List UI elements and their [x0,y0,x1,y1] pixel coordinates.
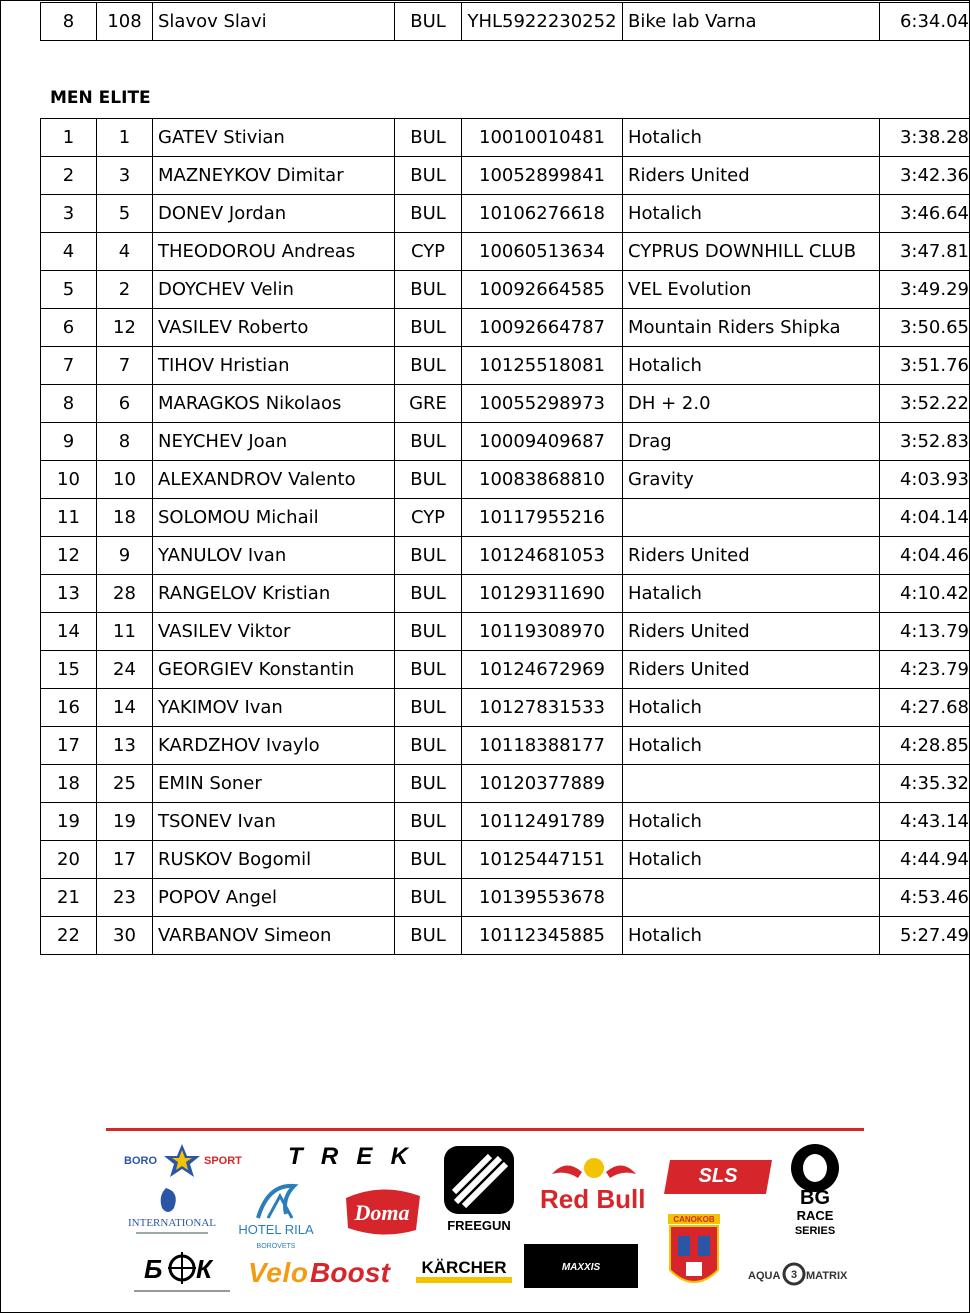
nationality-cell: GRE [395,385,462,423]
uci-id-cell: 10117955216 [462,499,623,537]
nationality-cell: BUL [395,537,462,575]
bib-cell: 12 [97,309,153,347]
time-cell: 3:52.83 [880,423,970,461]
table-row [41,537,970,575]
time-cell: 3:52.22 [880,385,970,423]
svg-text:HOTEL RILA: HOTEL RILA [238,1222,314,1237]
rank-cell: 17 [41,727,97,765]
table-row [41,651,970,689]
svg-text:MAXXIS: MAXXIS [561,1262,601,1273]
rank-cell: 9 [41,423,97,461]
sls-logo [664,1160,772,1199]
uci-id-cell: 10120377889 [462,765,623,803]
time-cell: 4:23.79 [880,651,970,689]
table-row [41,841,970,879]
bib-cell: 19 [97,803,153,841]
table-row [41,499,970,537]
time-cell: 4:43.14 [880,803,970,841]
uci-id-cell: 10092664787 [462,309,623,347]
uci-id-cell: 10119308970 [462,613,623,651]
uci-id-cell: 10124681053 [462,537,623,575]
table-row [41,689,970,727]
rank-cell: 7 [41,347,97,385]
international-logo [126,1186,218,1247]
nationality-cell: BUL [395,613,462,651]
rider-name-cell: VASILEV Viktor [153,613,395,651]
team-cell: Riders United [623,537,880,575]
bg-race-series-logo [784,1142,846,1243]
time-cell: 4:04.46 [880,537,970,575]
rank-cell: 22 [41,917,97,955]
rank-cell: 21 [41,879,97,917]
svg-text:BOROVETS: BOROVETS [256,1243,296,1250]
rider-name-cell: TSONEV Ivan [153,803,395,841]
svg-text:SLS: SLS [698,1165,738,1187]
svg-text:RACE: RACE [796,1208,834,1223]
time-cell: 3:38.28 [880,119,970,157]
table-row [41,461,970,499]
table-row [41,309,970,347]
rider-name-cell: GATEV Stivian [153,119,395,157]
rank-cell: 13 [41,575,97,613]
svg-text:AQUA: AQUA [748,1270,781,1282]
table-row [41,879,970,917]
table-row [41,423,970,461]
svg-text:SPORT: SPORT [204,1155,242,1167]
rider-name-cell: DONEV Jordan [153,195,395,233]
team-cell: Hotalich [623,727,880,765]
bib-cell: 30 [97,917,153,955]
bib-cell: 6 [97,385,153,423]
bib-cell: 1 [97,119,153,157]
uci-id-cell: 10112491789 [462,803,623,841]
rider-name-cell: NEYCHEV Joan [153,423,395,461]
svg-text:Red Bull: Red Bull [540,1184,646,1214]
time-cell: 4:04.14 [880,499,970,537]
bib-cell: 24 [97,651,153,689]
svg-text:Boost: Boost [310,1257,390,1288]
team-cell: Hotalich [623,917,880,955]
svg-text:Doma: Doma [354,1200,410,1225]
table-row [41,613,970,651]
bib-cell: 3 [97,157,153,195]
nationality-cell: BUL [395,651,462,689]
rank-cell: 8 [41,3,97,41]
uci-id-cell: 10092664585 [462,271,623,309]
svg-text:К: К [196,1254,212,1284]
nationality-cell: CYP [395,233,462,271]
table-row [41,803,970,841]
time-cell: 4:35.32 [880,765,970,803]
team-cell: CYPRUS DOWNHILL CLUB [623,233,880,271]
team-cell: Hotalich [623,347,880,385]
freegun-logo [440,1144,520,1239]
uci-id-cell: 10106276618 [462,195,623,233]
nationality-cell: BUL [395,841,462,879]
bfk-logo [134,1248,230,1303]
previous-results-table [40,2,970,41]
svg-text:MATRIX: MATRIX [806,1270,848,1282]
maxxis-logo [524,1244,638,1293]
rank-cell: 19 [41,803,97,841]
doma-logo [342,1186,424,1247]
uci-id-cell: YHL5922230252 [462,3,623,41]
uci-id-cell: 10052899841 [462,157,623,195]
svg-text:BORO: BORO [124,1155,157,1167]
table-row [41,119,970,157]
uci-id-cell: 10139553678 [462,879,623,917]
veloboost-logo [246,1254,392,1295]
rank-cell: 12 [41,537,97,575]
table-row [41,195,970,233]
nationality-cell: BUL [395,765,462,803]
table-row [41,3,970,41]
rider-name-cell: Slavov Slavi [153,3,395,41]
bib-cell: 2 [97,271,153,309]
team-cell: Hotalich [623,119,880,157]
table-row [41,385,970,423]
rider-name-cell: TIHOV Hristian [153,347,395,385]
nationality-cell: BUL [395,727,462,765]
time-cell: 4:53.46 [880,879,970,917]
uci-id-cell: 10118388177 [462,727,623,765]
table-row [41,233,970,271]
uci-id-cell: 10010010481 [462,119,623,157]
team-cell: Riders United [623,157,880,195]
rank-cell: 3 [41,195,97,233]
rank-cell: 11 [41,499,97,537]
uci-id-cell: 10112345885 [462,917,623,955]
bib-cell: 4 [97,233,153,271]
nationality-cell: BUL [395,575,462,613]
nationality-cell: BUL [395,119,462,157]
team-cell: Hotalich [623,803,880,841]
bib-cell: 8 [97,423,153,461]
section-title: MEN ELITE [50,88,151,108]
nationality-cell: BUL [395,917,462,955]
svg-text:BG: BG [800,1187,830,1209]
svg-text:INTERNATIONAL: INTERNATIONAL [128,1217,216,1229]
bib-cell: 14 [97,689,153,727]
nationality-cell: BUL [395,803,462,841]
team-cell [623,879,880,917]
nationality-cell: BUL [395,347,462,385]
bib-cell: 23 [97,879,153,917]
nationality-cell: BUL [395,423,462,461]
rider-name-cell: THEODOROU Andreas [153,233,395,271]
team-cell [623,499,880,537]
karcher-logo [414,1256,514,1291]
nationality-cell: CYP [395,499,462,537]
svg-text:TREK: TREK [288,1145,408,1167]
team-cell: Riders United [623,613,880,651]
team-cell: Hatalich [623,575,880,613]
team-cell: Hotalich [623,841,880,879]
svg-text:FREEGUN: FREEGUN [447,1218,511,1233]
rank-cell: 10 [41,461,97,499]
team-cell: Bike lab Varna [623,3,880,41]
time-cell: 3:51.76 [880,347,970,385]
rider-name-cell: MAZNEYKOV Dimitar [153,157,395,195]
bib-cell: 28 [97,575,153,613]
uci-id-cell: 10125447151 [462,841,623,879]
rider-name-cell: ALEXANDROV Valento [153,461,395,499]
rank-cell: 2 [41,157,97,195]
team-cell: Hotalich [623,195,880,233]
svg-text:Velo: Velo [248,1257,308,1288]
bib-cell: 25 [97,765,153,803]
svg-text:Б: Б [144,1254,163,1284]
table-row [41,917,970,955]
bib-cell: 11 [97,613,153,651]
table-row [41,347,970,385]
bib-cell: 108 [97,3,153,41]
uci-id-cell: 10083868810 [462,461,623,499]
nationality-cell: BUL [395,157,462,195]
nationality-cell: BUL [395,689,462,727]
table-row [41,575,970,613]
time-cell: 5:27.49 [880,917,970,955]
trek-logo [288,1145,410,1172]
time-cell: 4:10.42 [880,575,970,613]
rank-cell: 5 [41,271,97,309]
table-row [41,271,970,309]
bib-cell: 13 [97,727,153,765]
nationality-cell: BUL [395,309,462,347]
redbull-logo [538,1152,650,1219]
aqua-matrix-logo [748,1262,852,1293]
nationality-cell: BUL [395,195,462,233]
team-cell: VEL Evolution [623,271,880,309]
time-cell: 3:50.65 [880,309,970,347]
bib-cell: 5 [97,195,153,233]
rank-cell: 20 [41,841,97,879]
table-row [41,727,970,765]
time-cell: 4:13.79 [880,613,970,651]
bib-cell: 9 [97,537,153,575]
team-cell: Mountain Riders Shipka [623,309,880,347]
team-cell: Gravity [623,461,880,499]
rider-name-cell: GEORGIEV Konstantin [153,651,395,689]
team-cell: DH + 2.0 [623,385,880,423]
time-cell: 3:47.81 [880,233,970,271]
rider-name-cell: EMIN Soner [153,765,395,803]
team-cell: Hotalich [623,689,880,727]
rank-cell: 6 [41,309,97,347]
rider-name-cell: MARAGKOS Nikolaos [153,385,395,423]
uci-id-cell: 10127831533 [462,689,623,727]
hotel-rila-logo [228,1178,324,1255]
nationality-cell: BUL [395,879,462,917]
rider-name-cell: YANULOV Ivan [153,537,395,575]
rider-name-cell: VASILEV Roberto [153,309,395,347]
time-cell: 3:46.64 [880,195,970,233]
time-cell: 3:42.36 [880,157,970,195]
team-cell: Drag [623,423,880,461]
table-row [41,157,970,195]
rider-name-cell: KARDZHOV Ivaylo [153,727,395,765]
rider-name-cell: SOLOMOU Michail [153,499,395,537]
bib-cell: 7 [97,347,153,385]
svg-text:SERIES: SERIES [794,1225,836,1237]
svg-text:3: 3 [790,1269,798,1281]
time-cell: 4:27.68 [880,689,970,727]
uci-id-cell: 10125518081 [462,347,623,385]
rider-name-cell: POPOV Angel [153,879,395,917]
bib-cell: 10 [97,461,153,499]
uci-id-cell: 10124672969 [462,651,623,689]
sponsor-divider [106,1128,864,1131]
time-cell: 4:44.94 [880,841,970,879]
time-cell: 3:49.29 [880,271,970,309]
rider-name-cell: DOYCHEV Velin [153,271,395,309]
rank-cell: 18 [41,765,97,803]
uci-id-cell: 10129311690 [462,575,623,613]
rank-cell: 14 [41,613,97,651]
time-cell: 4:28.85 [880,727,970,765]
uci-id-cell: 10060513634 [462,233,623,271]
team-cell [623,765,880,803]
time-cell: 6:34.04 [880,3,970,41]
rank-cell: 4 [41,233,97,271]
team-cell: Riders United [623,651,880,689]
rider-name-cell: VARBANOV Simeon [153,917,395,955]
uci-id-cell: 10055298973 [462,385,623,423]
nationality-cell: BUL [395,3,462,41]
rank-cell: 16 [41,689,97,727]
rider-name-cell: YAKIMOV Ivan [153,689,395,727]
nationality-cell: BUL [395,461,462,499]
samokov-crest [666,1212,722,1301]
rider-name-cell: RUSKOV Bogomil [153,841,395,879]
rank-cell: 1 [41,119,97,157]
men-elite-results-table [40,118,970,955]
table-row [41,765,970,803]
uci-id-cell: 10009409687 [462,423,623,461]
bib-cell: 17 [97,841,153,879]
svg-text:CANOKOB: CANOKOB [673,1215,715,1224]
bib-cell: 18 [97,499,153,537]
rank-cell: 15 [41,651,97,689]
rank-cell: 8 [41,385,97,423]
rider-name-cell: RANGELOV Kristian [153,575,395,613]
boro-sport-logo [124,1140,254,1180]
nationality-cell: BUL [395,271,462,309]
svg-text:KÄRCHER: KÄRCHER [421,1258,507,1277]
time-cell: 4:03.93 [880,461,970,499]
